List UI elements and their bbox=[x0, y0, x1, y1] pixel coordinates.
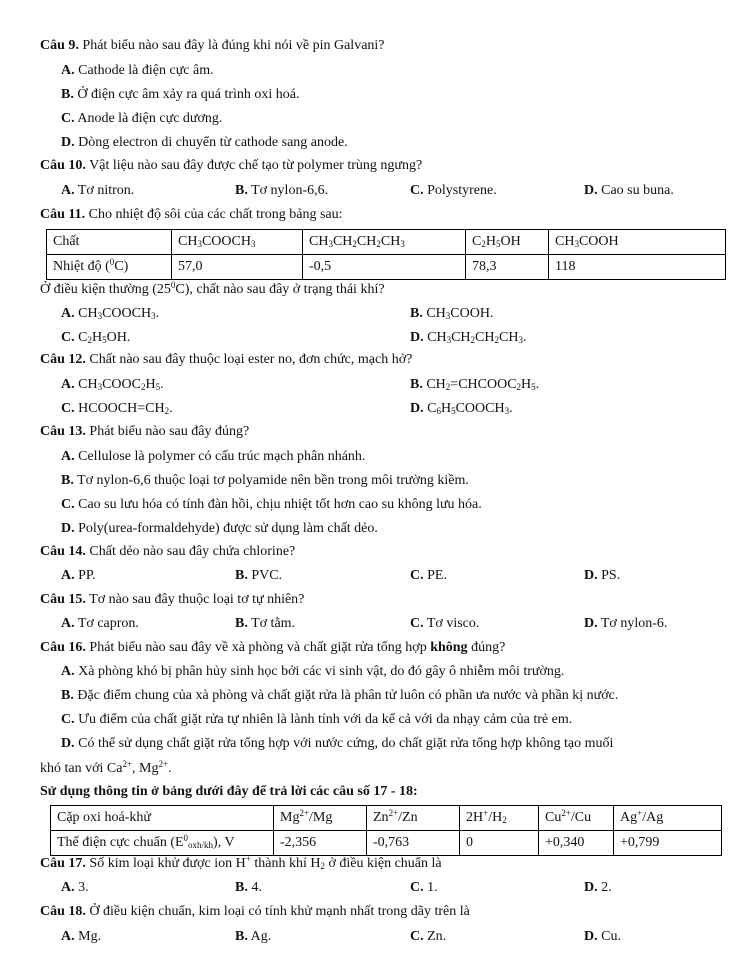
table-cell: $CH_3CH_2CH_2CH_3$ bbox=[303, 230, 466, 255]
question-18: Câu 18. Ở điều kiện chuẩn, kim loại có tính khử mạnh nhất trong dãy trên là bbox=[40, 904, 470, 919]
question-10: Câu 10. Vật liệu nào sau đây được chế tạo từ polymer trùng ngưng? bbox=[40, 158, 423, 173]
table-cell: $Cu^{2+}/Cu$ bbox=[539, 806, 614, 831]
table-cell: 118 bbox=[549, 255, 726, 280]
q10-option-d: D. Cao su buna. bbox=[584, 183, 674, 198]
q9-option-c: C. Anode là điện cực dương. bbox=[61, 111, 223, 126]
q10-option-c: C. Polystyrene. bbox=[410, 183, 497, 198]
q17-option-b: B. 4. bbox=[235, 880, 262, 895]
q15-option-d: D. Tơ nylon-6. bbox=[584, 616, 668, 631]
table-cell: $CH_3COOH$ bbox=[549, 230, 726, 255]
q16-continuation: khó tan với $Ca^{2+}$, $Mg^{2+}$. bbox=[40, 759, 172, 776]
q16-option-d: D. Có thể sử dụng chất giặt rửa tổng hợp với nước cứng, do chất giặt rửa tổng hợp không tạo muối bbox=[61, 736, 614, 751]
table-cell: $2H^+/H_2$ bbox=[460, 806, 539, 831]
table-cell: +0,340 bbox=[539, 831, 614, 856]
question-16: Câu 16. Phát biểu nào sau đây về xà phòng và chất giặt rửa tổng hợp không đúng? bbox=[40, 640, 506, 655]
q10-option-a: A. Tơ nitron. bbox=[61, 183, 135, 198]
q13-option-d: D. Poly(urea-formaldehyde) được sử dụng làm chất dẻo. bbox=[61, 521, 378, 536]
q14-option-d: D. PS. bbox=[584, 568, 621, 583]
q10-option-b: B. Tơ nylon-6,6. bbox=[235, 183, 329, 198]
q9-option-d: D. Dòng electron di chuyển từ cathode sang anode. bbox=[61, 135, 348, 150]
electrode-potential-table bbox=[50, 805, 722, 856]
q16-option-a: A. Xà phòng khó bị phân hủy sinh học bởi các vi sinh vật, do đó gây ô nhiễm môi trường. bbox=[61, 664, 565, 679]
table-cell: -2,356 bbox=[274, 831, 367, 856]
question-9: Câu 9. Phát biểu nào sau đây là đúng khi nói về pin Galvani? bbox=[40, 38, 385, 53]
table-cell: +0,799 bbox=[614, 831, 722, 856]
boiling-point-table bbox=[46, 229, 726, 280]
question-17: Câu 17. Số kim loại khử được ion H+ thành khí $H_2$ ở điều kiện chuẩn là bbox=[40, 854, 442, 871]
q15-option-c: C. Tơ visco. bbox=[410, 616, 480, 631]
info-heading: Sử dụng thông tin ở bảng dưới đây để trả lời các câu số 17 - 18: bbox=[40, 784, 418, 799]
table-cell: -0,5 bbox=[303, 255, 466, 280]
table-cell: $C_2H_5OH$ bbox=[466, 230, 549, 255]
q18-option-a: A. Mg. bbox=[61, 929, 102, 944]
table-cell: -0,763 bbox=[367, 831, 460, 856]
q17-option-c: C. 1. bbox=[410, 880, 438, 895]
table-cell: $CH_3COOCH_3$ bbox=[172, 230, 303, 255]
table-cell: $Mg^{2+}/Mg$ bbox=[274, 806, 367, 831]
q14-option-c: C. PE. bbox=[410, 568, 447, 583]
question-11: Câu 11. Cho nhiệt độ sôi của các chất trong bảng sau: bbox=[40, 207, 343, 222]
table-cell: 78,3 bbox=[466, 255, 549, 280]
table-cell: 0 bbox=[460, 831, 539, 856]
q12-option-d: D. $C_6H_5COOCH_3$. bbox=[410, 401, 513, 416]
q13-option-c: C. Cao su lưu hóa có tính đàn hồi, chịu nhiệt tốt hơn cao su không lưu hóa. bbox=[61, 497, 482, 512]
q13-option-b: B. Tơ nylon-6,6 thuộc loại tơ polyamide nên bền trong môi trường kiềm. bbox=[61, 473, 469, 488]
table-cell: 57,0 bbox=[172, 255, 303, 280]
table-cell: Thế điện cực chuẩn $(E^0_{oxh/kh})$, V bbox=[51, 831, 274, 856]
table-cell: Ag+/Ag bbox=[614, 806, 722, 831]
table-cell: Chất bbox=[47, 230, 172, 255]
table-cell: Cặp oxi hoá-khử bbox=[51, 806, 274, 831]
q18-option-d: D. Cu. bbox=[584, 929, 621, 944]
table-cell: Nhiệt độ ($^0$C) bbox=[47, 255, 172, 280]
q15-option-b: B. Tơ tằm. bbox=[235, 616, 296, 631]
question-12: Câu 12. Chất nào sau đây thuộc loại ester no, đơn chức, mạch hở? bbox=[40, 352, 413, 367]
q11-option-a: A. $CH_3COOCH_3$. bbox=[61, 306, 160, 321]
question-14: Câu 14. Chất dẻo nào sau đây chứa chlorine? bbox=[40, 544, 296, 559]
q12-option-b: B. $CH_2=CHCOOC_2H_5$. bbox=[410, 377, 540, 392]
q17-option-d: D. 2. bbox=[584, 880, 612, 895]
table-cell: $Zn^{2+}/Zn$ bbox=[367, 806, 460, 831]
q15-option-a: A. Tơ capron. bbox=[61, 616, 139, 631]
q17-option-a: A. 3. bbox=[61, 880, 89, 895]
q9-option-b: B. Ở điện cực âm xảy ra quá trình oxi hoá. bbox=[61, 87, 300, 102]
question-15: Câu 15. Tơ nào sau đây thuộc loại tơ tự nhiên? bbox=[40, 592, 305, 607]
q14-option-b: B. PVC. bbox=[235, 568, 283, 583]
q14-option-a: A. PP. bbox=[61, 568, 96, 583]
q12-option-c: C. $HCOOCH=CH_2$. bbox=[61, 401, 173, 416]
q11-continuation: Ở điều kiện thường $(25^0C)$, chất nào sau đây ở trạng thái khí? bbox=[40, 280, 385, 297]
q16-option-b: B. Đặc điểm chung của xà phòng và chất giặt rửa là phân tử luôn có phần ưa nước và phần kị nước. bbox=[61, 688, 619, 703]
q11-option-d: D. $CH_3CH_2CH_2CH_3$. bbox=[410, 330, 527, 345]
q16-option-c: C. Ưu điểm của chất giặt rửa tự nhiên là lành tính với da kể cả với da nhạy cảm của trẻ em. bbox=[61, 712, 573, 727]
q12-option-a: A. $CH_3COOC_2H_5$. bbox=[61, 377, 164, 392]
q18-option-b: B. Ag. bbox=[235, 929, 272, 944]
q18-option-c: C. Zn. bbox=[410, 929, 447, 944]
q11-option-b: B. $CH_3COOH$. bbox=[410, 306, 494, 321]
question-13: Câu 13. Phát biểu nào sau đây đúng? bbox=[40, 424, 250, 439]
q13-option-a: A. Cellulose là polymer có cấu trúc mạch phân nhánh. bbox=[61, 449, 366, 464]
q9-option-a: A. Cathode là điện cực âm. bbox=[61, 63, 214, 78]
q11-option-c: C. $C_2H_5OH$. bbox=[61, 330, 131, 345]
